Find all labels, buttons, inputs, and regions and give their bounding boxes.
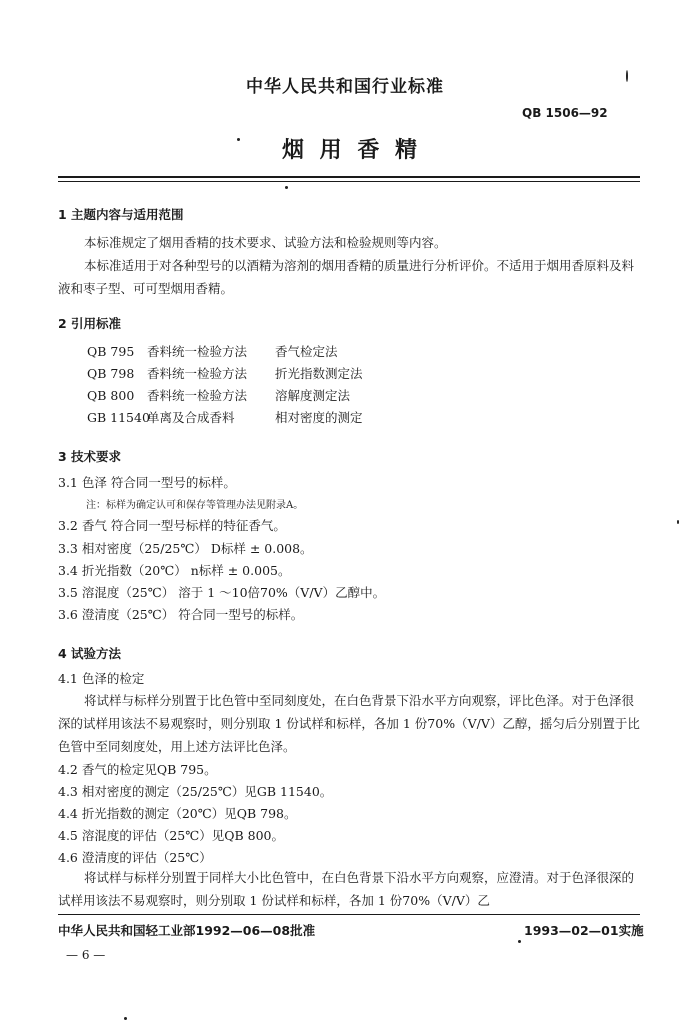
reference-code: QB 800: [87, 388, 135, 403]
approval-line: 中华人民共和国轻工业部1992—06—08批准: [58, 923, 316, 938]
scan-speck: [518, 940, 521, 943]
document-title: 烟 用 香 精: [282, 138, 421, 163]
reference-method: 相对密度的测定: [275, 410, 363, 425]
scan-speck: [237, 138, 240, 141]
reference-method: 溶解度测定法: [275, 388, 351, 403]
section-4-heading: 4 试验方法: [58, 646, 122, 661]
reference-row: [87, 364, 363, 382]
effective-date: 1993—02—01实施: [524, 923, 644, 938]
header-rule-thin: [58, 181, 640, 182]
reference-name: 香料统一检验方法: [147, 366, 248, 381]
reference-code: GB 11540: [87, 410, 150, 425]
requirement-item: 3.1 色泽 符合同一型号的标样。: [58, 475, 236, 490]
reference-code: QB 798: [87, 366, 135, 381]
method-item: 4.3 相对密度的测定（25/25℃）见GB 11540。: [58, 784, 333, 799]
reference-row: [87, 386, 350, 404]
scan-speck: [285, 186, 288, 189]
requirement-item: 3.5 溶混度（25℃） 溶于 1 ～10倍70%（V/V）乙醇中。: [58, 585, 386, 600]
reference-name: 香料统一检验方法: [147, 344, 248, 359]
requirement-item: 3.3 相对密度（25/25℃） D标样 ± 0.008。: [58, 541, 313, 556]
method-item: 4.2 香气的检定见QB 795。: [58, 762, 217, 777]
scan-speck: [124, 1017, 127, 1020]
requirement-item: 3.6 澄清度（25℃） 符合同一型号的标样。: [58, 607, 304, 622]
footer-rule: [58, 914, 640, 915]
method-4-1-heading: 4.1 色泽的检定: [58, 671, 145, 686]
method-4-6-para: 将试样与标样分别置于同样大小比色管中，在白色背景下沿水平方向观察，应澄清。对于色泽很深的试样用该法不易观察时，则分别取 1 份试样和标样，各加 1 份70%（V/V）乙: [58, 870, 635, 908]
method-item: 4.5 溶混度的评估（25℃）见QB 800。: [58, 828, 285, 843]
scan-speck: [626, 70, 628, 82]
page-number: — 6 —: [66, 948, 106, 962]
requirement-note: 注：标样为确定认可和保存等管理办法见附录A。: [86, 500, 304, 511]
section-1-para-2: 本标准适用于对各种型号的以酒精为溶剂的烟用香精的质量进行分析评价。不适用于烟用香原料及料液和枣子型、可可型烟用香精。: [58, 258, 635, 296]
reference-name: 香料统一检验方法: [147, 388, 248, 403]
reference-method: 折光指数测定法: [275, 366, 363, 381]
requirement-item: 3.2 香气 符合同一型号标样的特征香气。: [58, 518, 286, 533]
reference-row: [87, 408, 363, 426]
section-3-heading: 3 技术要求: [58, 449, 122, 464]
method-item: 4.4 折光指数的测定（20℃）见QB 798。: [58, 806, 297, 821]
standard-code: QB 1506—92: [522, 106, 608, 120]
method-item: 4.6 澄清度的评估（25℃）: [58, 850, 212, 865]
header-rule-thick: [58, 176, 640, 178]
section-1-para-1: 本标准规定了烟用香精的技术要求、试验方法和检验规则等内容。: [84, 235, 447, 250]
scan-speck: [677, 520, 679, 524]
reference-row: [87, 342, 338, 360]
section-2-heading: 2 引用标准: [58, 316, 122, 331]
reference-name: 单离及合成香料: [147, 410, 235, 425]
reference-method: 香气检定法: [275, 344, 338, 359]
requirement-item: 3.4 折光指数（20℃） n标样 ± 0.005。: [58, 563, 291, 578]
section-1-heading: 1 主题内容与适用范围: [58, 207, 184, 222]
method-4-1-para: 将试样与标样分别置于比色管中至同刻度处，在白色背景下沿水平方向观察，评比色泽。对于色泽很深的试样用该法不易观察时，则分别取 1 份试样和标样，各加 1 份70%（V/V）乙醇，摇匀后分别置于比色管中至同刻度处，用上述方法评比色泽。: [58, 693, 640, 754]
reference-code: QB 795: [87, 344, 135, 359]
issuer-title: 中华人民共和国行业标准: [246, 77, 444, 97]
